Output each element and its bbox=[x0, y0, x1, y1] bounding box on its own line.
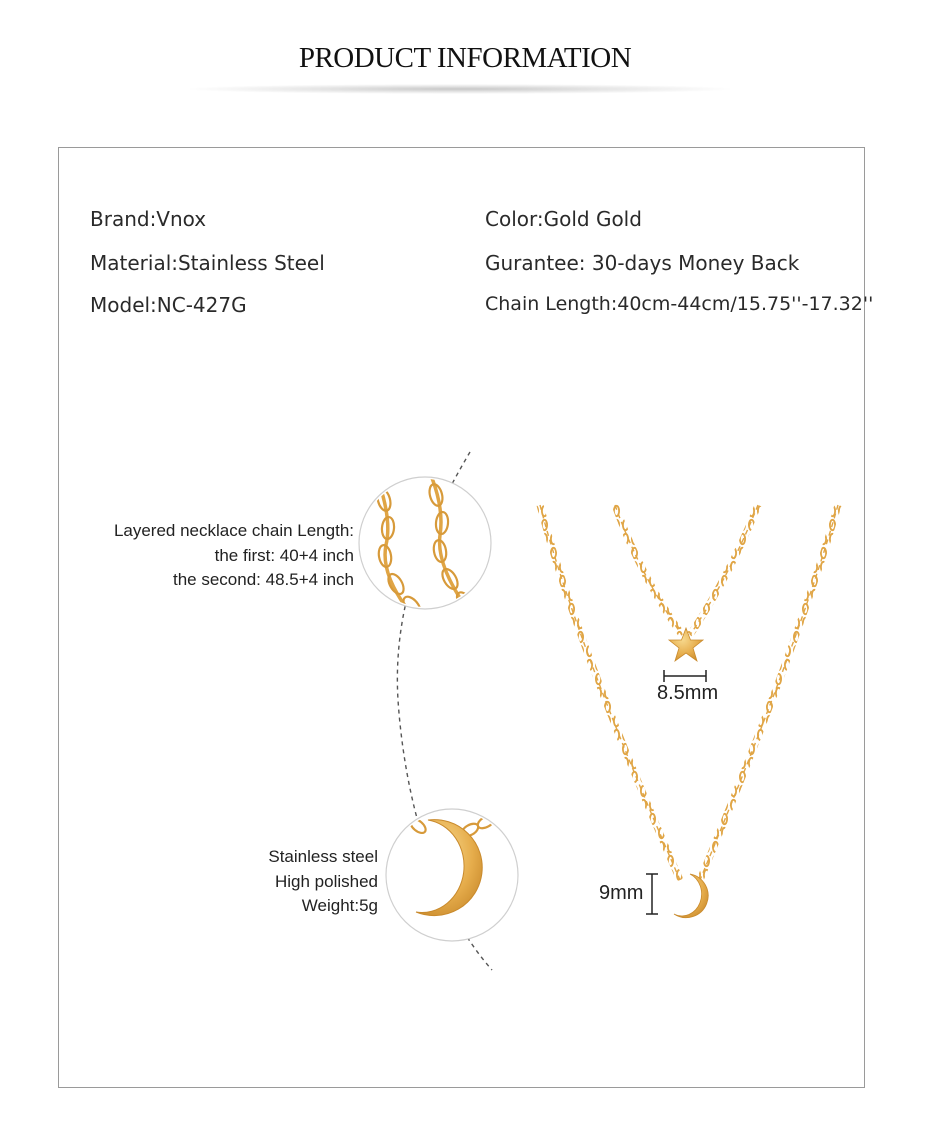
spec-material: Material:Stainless Steel bbox=[90, 251, 325, 275]
chain-callout-line-1: Layered necklace chain Length: bbox=[113, 521, 354, 540]
page-title: PRODUCT INFORMATION bbox=[298, 42, 632, 74]
spec-brand: Brand:Vnox bbox=[90, 207, 207, 231]
spec-color: Color:Gold Gold bbox=[485, 207, 642, 231]
spec-model: Model:NC-427G bbox=[90, 293, 247, 317]
star-dimension-bar bbox=[664, 670, 706, 682]
spec-chain-length: Chain Length:40cm-44cm/15.75''-17.32'' bbox=[485, 293, 874, 315]
moon-dimension-bar bbox=[646, 874, 658, 914]
inner-chain bbox=[615, 505, 758, 635]
pendant-callout bbox=[268, 845, 378, 919]
pendant-callout-line-3: Weight:5g bbox=[301, 896, 378, 915]
spec-guarantee: Gurantee: 30-days Money Back bbox=[485, 251, 800, 275]
moon-dimension-label: 9mm bbox=[599, 882, 644, 904]
pendant-callout-line-1: Stainless steel bbox=[268, 847, 378, 866]
star-dimension-label: 8.5mm bbox=[657, 682, 719, 704]
chain-callout-line-2: the first: 40+4 inch bbox=[214, 545, 354, 565]
chain-zoom-circle bbox=[359, 477, 491, 618]
star-pendant-icon bbox=[669, 628, 703, 661]
pendant-callout-line-2: High polished bbox=[274, 871, 378, 891]
chain-length-callout bbox=[114, 519, 354, 593]
chain-callout-line-3: the second: 48.5+4 inch bbox=[173, 570, 354, 589]
pendant-zoom-circle bbox=[386, 804, 518, 941]
